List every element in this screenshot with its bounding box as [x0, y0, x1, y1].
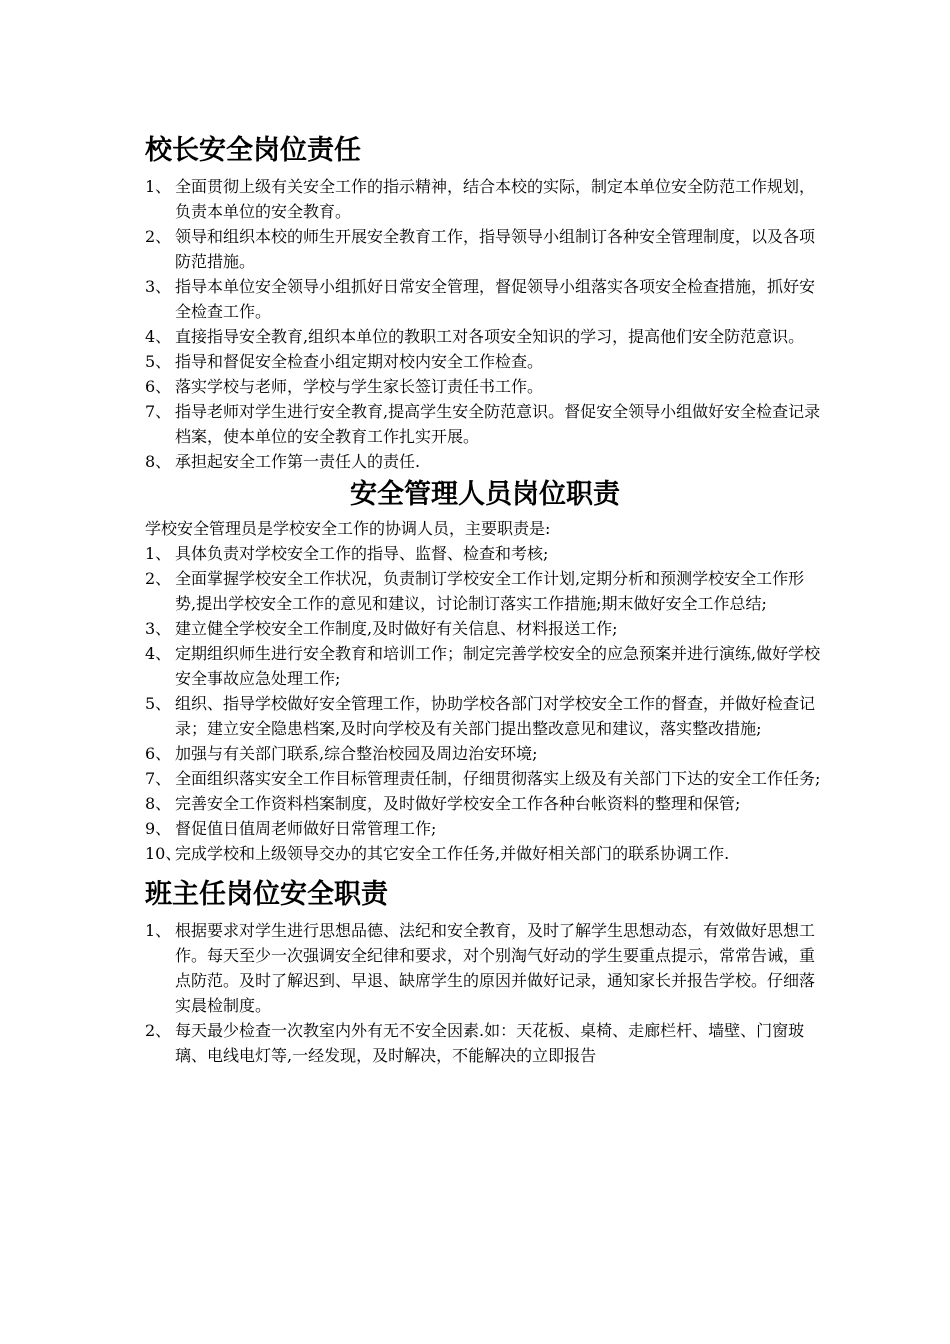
- section-title: 班主任岗位安全职责: [145, 879, 388, 910]
- document-body: [145, 132, 825, 1068]
- item-number: 4、: [145, 644, 172, 663]
- item-number: 5、: [145, 352, 172, 371]
- item-list: [145, 541, 825, 866]
- item-number: 7、: [145, 402, 172, 421]
- list-item: [145, 691, 825, 741]
- section-title: 校长安全岗位责任: [145, 135, 361, 166]
- list-item: [145, 1018, 825, 1068]
- item-number: 4、: [145, 327, 172, 346]
- item-number: 5、: [145, 694, 172, 713]
- section-principal: [145, 132, 825, 474]
- list-item: [145, 741, 825, 766]
- item-number: 2、: [145, 569, 172, 588]
- item-text: 指导本单位安全领导小组抓好日常安全管理，督促领导小组落实各项安全检查措施，抓好安全检查工作。: [175, 277, 816, 321]
- item-text: 完善安全工作资料档案制度，及时做好学校安全工作各种台帐资料的整理和保管;: [175, 794, 741, 813]
- item-number: 8、: [145, 794, 172, 813]
- item-text: 督促值日值周老师做好日常管理工作;: [175, 819, 437, 838]
- item-list: [145, 918, 825, 1068]
- list-item: [145, 324, 825, 349]
- item-text: 领导和组织本校的师生开展安全教育工作，指导领导小组制订各种安全管理制度，以及各项防范措施。: [175, 227, 816, 271]
- item-number: 6、: [145, 744, 172, 763]
- list-item: [145, 174, 825, 224]
- section-safety-manager: [145, 476, 825, 866]
- list-item: [145, 274, 825, 324]
- item-text: 建立健全学校安全工作制度,及时做好有关信息、材料报送工作;: [175, 619, 618, 638]
- item-text: 根据要求对学生进行思想品德、法纪和安全教育，及时了解学生思想动态，有效做好思想工作。每天至少一次强调安全纪律和要求，对个别淘气好动的学生要重点提示，常常告诫，重点防范。及时了解迟到、早退、缺席学生的原因并做好记录，通知家长并报告学校。仔细落实晨检制度。: [175, 921, 816, 1015]
- list-item: [145, 374, 825, 399]
- item-number: 1、: [145, 177, 172, 196]
- item-text: 具体负责对学校安全工作的指导、监督、检查和考核;: [175, 544, 549, 563]
- item-text: 承担起安全工作第一责任人的责任.: [175, 452, 421, 471]
- list-item: [145, 566, 825, 616]
- item-number: 3、: [145, 619, 172, 638]
- item-list: [145, 174, 825, 474]
- item-number: 2、: [145, 1021, 172, 1040]
- item-text: 组织、指导学校做好安全管理工作，协助学校各部门对学校安全工作的督查，并做好检查记录；建立安全隐患档案,及时向学校及有关部门提出整改意见和建议，落实整改措施;: [175, 694, 816, 738]
- item-text: 全面组织落实安全工作目标管理责任制，仔细贯彻落实上级及有关部门下达的安全工作任务;: [175, 769, 821, 788]
- list-item: [145, 841, 825, 866]
- item-text: 指导老师对学生进行安全教育,提高学生安全防范意识。督促安全领导小组做好安全检查记录档案，使本单位的安全教育工作扎实开展。: [175, 402, 821, 446]
- item-number: 1、: [145, 921, 172, 940]
- list-item: [145, 616, 825, 641]
- item-text: 直接指导安全教育,组织本单位的教职工对各项安全知识的学习，提高他们安全防范意识。: [175, 327, 805, 346]
- item-text: 全面贯彻上级有关安全工作的指示精神，结合本校的实际，制定本单位安全防范工作规划，负责本单位的安全教育。: [175, 177, 816, 221]
- item-text: 落实学校与老师，学校与学生家长签订责任书工作。: [175, 377, 544, 396]
- item-number: 2、: [145, 227, 172, 246]
- section-intro: 学校安全管理员是学校安全工作的协调人员，主要职责是:: [145, 519, 551, 538]
- list-item: [145, 641, 825, 691]
- list-item: [145, 349, 825, 374]
- list-item: [145, 224, 825, 274]
- list-item: [145, 541, 825, 566]
- list-item: [145, 816, 825, 841]
- item-text: 全面掌握学校安全工作状况，负责制订学校安全工作计划,定期分析和预测学校安全工作形势,提出学校安全工作的意见和建议，讨论制订落实工作措施;期末做好安全工作总结;: [175, 569, 805, 613]
- item-text: 指导和督促安全检查小组定期对校内安全工作检查。: [175, 352, 544, 371]
- item-text: 定期组织师生进行安全教育和培训工作；制定完善学校安全的应急预案并进行演练,做好学校安全事故应急处理工作;: [175, 644, 821, 688]
- list-item: [145, 791, 825, 816]
- item-number: 8、: [145, 452, 172, 471]
- list-item: [145, 918, 825, 1018]
- item-text: 完成学校和上级领导交办的其它安全工作任务,并做好相关部门的联系协调工作.: [175, 844, 730, 863]
- item-number: 10、: [145, 844, 182, 863]
- list-item: [145, 766, 825, 791]
- item-number: 1、: [145, 544, 172, 563]
- item-number: 3、: [145, 277, 172, 296]
- item-number: 6、: [145, 377, 172, 396]
- list-item: [145, 399, 825, 449]
- item-number: 9、: [145, 819, 172, 838]
- item-text: 加强与有关部门联系,综合整治校园及周边治安环境;: [175, 744, 538, 763]
- section-title: 安全管理人员岗位职责: [350, 479, 620, 510]
- item-text: 每天最少检查一次教室内外有无不安全因素.如：天花板、桌椅、走廊栏杆、墙壁、门窗玻璃、电线电灯等,一经发现，及时解决，不能解决的立即报告: [175, 1021, 805, 1065]
- section-class-teacher: [145, 876, 825, 1068]
- item-number: 7、: [145, 769, 172, 788]
- list-item: [145, 449, 825, 474]
